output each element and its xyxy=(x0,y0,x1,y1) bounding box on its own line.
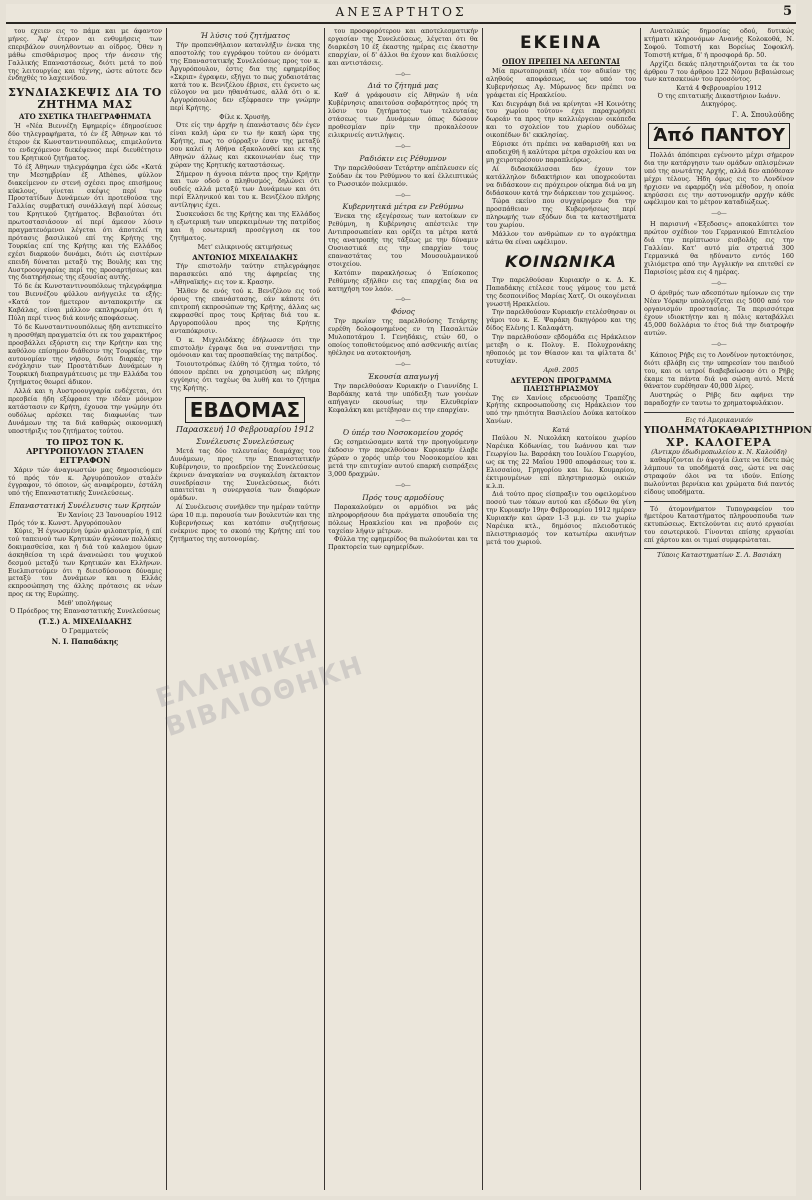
column-rule xyxy=(166,28,167,1190)
subheadline: ΑΤΟ ΣΧΕΤΙΚΑ ΤΗΛΕΓΡΑΦΗΜΑΤΑ xyxy=(18,112,152,122)
section-box-title: Άπό ΠΑΝΤΟΥ xyxy=(648,123,790,149)
article-text: Αί Συνέλευσις συνήλθεν την ημέραν ταύτην ώρα 10 π.μ. παρουσία των βουλευτών και της Κυβερνήσεως και κατόπιν συζητήσεως ενέκρινε προς το σκοπό της Κρήτης επί του ζητήματος της αυτονομίας. xyxy=(170,503,320,543)
article-text: Την παρελθούσαν Κυριακήν ετελέσθησαν οι γάμοι του κ. Ε. Ψαράκη δικηγόρου και της δίδος Ελένης Ι. Καλαφάτη. xyxy=(486,308,636,333)
newspaper-page xyxy=(6,4,812,1196)
article-text: Η παρισινή «Έξεδοσις» αποκαλύπτει τον πρώτον σχέδιον του Γερμανικού Επιτελείου διά την περίπτωσιν εισβολής εις την Γαλλίαν. Κατ' αυτό μία στρατιά 300 Γερμανικά θα ηδύναντο εντός 160 χιλιόμετρα από την Αγγλικήν να επιτεθεί εν Παρισίοις μέσα εις 4 ημέρας. xyxy=(644,220,794,276)
ad-text: καθαρίζονται έν άψογία έλατε να ίδετε πώς λάμπουν τα υποδήματά σας, ώστε να σας στραφούν όλοι να τα ιδούν. Επίσης πωλούνται βερνίκια και χρώματα διά παντός είδους υποδήματα. xyxy=(644,455,794,496)
article-text: Την πρωίαν της παρελθούσης Τετάρτης ευρέθη δολοφονημένος εν τη Πασαλιτών Μυλοποτάμου Ι. Γενηδάκις, ετών 60, ο οποίος τοποθετούμενος από ασθενικής αιτίας ηθέλησε να αυτοκτονήση. xyxy=(328,317,478,357)
ad-name: ΧΡ. ΚΑΛΟΓΕΡΑ xyxy=(666,436,772,450)
page-number: 5 xyxy=(782,4,792,19)
article-text: Συσκευάσει δε της Κρήτης και της Ελλάδος η εξωτερική των υπερκειμένων της πατρίδος και ή εσωτερική προσέγγιση εκ του ζητήματος. xyxy=(170,210,320,242)
article-text: Την παρελθούσαν Τετάρτην απέπλευσεν είς Σούδαν έκ του Ρεθύμνου το καί έλλειπτικώς το Ρωσσικόν πολεμικόν. xyxy=(328,163,478,188)
article-text: Μετά τας δύο τελευταίας διαμάχας του Δυνάμεων, προς την Επαναστατικήν Κυβέρνησιν, το προεδρείον της Συνελεύσεως έκρινεν άναγκαίαν να συγκαλέση έκτακτον συνεδρίασιν της Συνελεύσεως, διότι απαιτείται η συνεργασία των διαφόρων ομάδων. xyxy=(170,446,320,503)
article-text: Καθ' ά γράφουσιν είς Άθηνών ή νέα Κυβέρνησις απαιτούσα σοβαρότητος πρός τη λύσιν του ζητήματος των τελευταίας στάσεως των Δυνάμεων όπως δώσουν προθεσμίαν πρίν την προκαλέσουν ειλικρινείς αντιλήψεις. xyxy=(328,91,478,139)
article-text: Την παρελθούσαν εβδομάδα εις Ηράκλειον μετεβη ο κ. Πολυγ. Ε. Πολυχρονάκης ηθοποιός με τον Θίασον και τα φίλτατα δι' ευτυχίαν. xyxy=(486,333,636,365)
subheadline: ΟΠΟΥ ΠΡΕΠΕΙ ΝΑ ΛΕΓΩΝΤΑΙ xyxy=(502,57,620,66)
notice-number: Αριθ. 2005 xyxy=(543,365,579,374)
headline: Συνέλευσις Συνελεύσεως xyxy=(196,436,294,446)
ad-title: ΥΠΟΔΗΜΑΤΟΚΑΘΑΡΙΣΤΗΡΙΟΝ xyxy=(644,425,812,437)
printer-credit: Τύποις Καταστηματίων Σ. Λ. Βασιάκη xyxy=(656,551,782,560)
article-text: του εχειεν εις το πάμα και με άφαντον μήνες. Άφ' έτερον αι ενθυμήσεις των επεριβάλον συνηλθοντων αι οίδρος. Όθεν η μάθω επισθάρισμος προς τήν άνεσιν τής Γαλλικής Επαναστάσεως, διότι μετά το πού της λειτουργίας και τέχνης, ώστε αύτοτε δεν ένδηχθές το λαχεινίδου. xyxy=(8,27,162,83)
article-text: Τό έξ Άθηνων τηλεγράφημα έχει ώδε «Κατά την Μεσημβρίαν έξ Athènes, φύλλον διακείμενον εν στενή σχέσει προς επισήμους κύκλους, γίνεται σκέψις περί των Προστατίδων Δυνάμεων ότι προτεθούσα της Γαλλίας συμβατική συνάλλαγή περί λύσεως του Κρητικού ζητήματος. Βεβαιούται ότι πρωτοστασιάσουν αί περί άμεσον λύσιν πραγματευόμενοι λέγεται ότι άποτελεί τη πρότασις βασιλικού επί της Κρήτης της Τουρκίας επί της Κρήτης και τής Ελλάδος εχέσι διαρκούν δυνάμει, διότι ώς εισιτέρων επειδή δύναται μεταξύ της Βουλής και της Αυστροουγγαρίας περί της προσαρτήσεως και της διατηρήσεως της εξουσίας αυτής. xyxy=(8,162,162,282)
separator: —o— xyxy=(711,279,727,287)
section-box-title: ΕΒΔΟΜΑΣ xyxy=(185,397,305,423)
signature-name: Ν. Ι. Παπαδάκης xyxy=(51,636,119,646)
article-text: Την παρελθούσαν Κυριακήν ο κ. Δ. Κ. Παπαδάκης ετέλεσε τους γάμους του μετά της δεσποινίδος Μαρίας Χατζ. Οι οικογένειαι γνωστή Ηρακλείου. xyxy=(486,275,636,308)
section-title: ΕΚΕΙΝΑ xyxy=(519,33,603,53)
letter-closing: Μετ' ειλικρινούς εκτιμήσεως xyxy=(197,242,293,251)
article-text: Διά τούτο προς είσπραξιν του οφειλομένου ποσού των τόκων αυτού και εξόδων θα γίνη την Κυριακήν 19ην Φεβρουαρίου 1912 ημέραν Κυριακήν και ώραν 1-3 μ.μ. εν τω χωρίω Ναρέικα κτλ., δημόσιος πλειοδοτικός πλειστηριασμός τον κατωτέρω ακινήτων μετά του χωριού. xyxy=(486,490,636,546)
article-text: Παύλου Ν. Νικολάκη κατοίκου χωρίου Ναρέικα Κόδωνίας, του Ιωάννου και των Γεωργίου Ιω. Βαρσάκη του Ιουλίου Γεωργίου, ως εκ της 22 Μαΐου 1900 αποφάσεως του κ. Ελισσαίου, Γρηγορίου και Ιω. Κουμαρίου, έκτιμουμένων επί πληστηριασμώ οικιών κ.λ.π. xyxy=(486,434,636,490)
separator: —o— xyxy=(395,417,411,425)
signature-name: (Τ.Σ.) Α. ΜΙΧΕΛΙΔΑΚΗΣ xyxy=(38,617,132,626)
letter-date: Έν Χανίοις 23 Ίανουαρίου 1912 xyxy=(56,511,162,520)
headline: Ή λύσις τού ζητήματος xyxy=(200,31,290,40)
separator: —o— xyxy=(395,360,411,368)
article-text: Σήμερον η άγνοια πάντα προς την Κρήτην και των οδού ο πληθυσμός, δηλώνει ότι ουδείς αλλά μεταξύ των Δυνάμεων και ότι περί Ελληνικού και του κ. Βενιζέλου πλήρης αντίληψις έχει. xyxy=(170,169,320,210)
article-text: Μάλλον τον ανθρώπων εν το αγρόκτημα κάτω θα είναι ωφέλιμον. xyxy=(486,230,636,246)
headline: ΔΕΥΤΕΡΟΝ ΠΡΟΓΡΑΜΜΑ ΠΛΕΙΣΤΗΡΙΑΣΜΟΥ xyxy=(510,375,612,393)
article-text: Εύρισκε ότι πρέπει να καθαρισθή και να αποδειχθή ή καλύτερα μέτρα σχολείου και να μη χειροτερέσουν παραπλεύρως. xyxy=(486,140,636,164)
article-text: Μία πρωτοποριακή ιδέα τον αδικίαν της αληθούς αποφάσεως, ως υπό του Κυβερνήσεως Αγ. Μύρωνος δεν πρέπει να γράφεται είς Ηρακλείου. xyxy=(486,66,636,99)
column-rule xyxy=(324,28,325,1190)
headline: Ό ύπέρ του Νοσοκομείου χορός xyxy=(342,428,464,438)
signature-line: Ό Γραμματεύς xyxy=(61,626,109,635)
article-text: Ανατολικώς δημοσίας οδού, δυτικώς κτήματι κληρονόμων Ανανής Κολοκοθά, Ν. Σοφού. Τοπιστή και Βορείως Σοφοκλή. Τοπιστή κτήμα, δ' ή προσφορά δρ. 50. xyxy=(644,27,794,59)
headline: Φόνος xyxy=(391,307,415,317)
article-text: Κύριε, Ή έγνωσμένη ύμών φιλοπατρία, ή επί τού ταπεινού των Κρητικών άγώνων πολλάκις δοκιμασθείσα, και ή διά τού καλαμου ύμων άσκηθείσα τη ιερά άνανεώσει του ψυχικού δεσμού μεταξύ των Κρητικών και Ελλήνων. Ευελπιστούμεν ότι η διεισδύσουσα δύναμις μεταξύ του Δυνάμεων και η Ελλάς εκπροσώπηση της άλλης πρότασις εκ νέων προς εκ της Ευρώπης. xyxy=(8,527,162,599)
column-3 xyxy=(328,28,478,1188)
column-1 xyxy=(8,28,162,1188)
article-text: Αυστηρώς ο Ρήβς δεν αφήνει την παραδοχήν εν ταυτω το χρηματοφυλάκιον. xyxy=(644,391,794,408)
article-text: Κατόπιν παρακλήσεως ό Έπίσκοπος Ρεθύμνης εξήλθεν εις τας επαρχίας δια να κατηχήση τον λαόν. xyxy=(328,268,478,293)
letter-recipient: Πρός τόν κ. Κωνστ. Άργυρόπουλον xyxy=(8,519,122,528)
section-date: Παρασκευή 10 Φεβρουαρίου 1912 xyxy=(175,424,315,434)
notice-label: Κατά xyxy=(552,426,570,435)
article-text: Τοιουτοτρόπως έλύθη τό ζήτημα τούτο, τό όποιον πρέπει να χρησιμεύση ως πλήρης εγγύησις ότι ταχέως θα λυθή και το ζήτημα της Κρήτης. xyxy=(170,360,320,393)
article-text: Ως εσημειώσαμεν κατά την προηγούμενην έκδοσιν την παρελθούσαν Κυριακήν έλαβε χώραν ο χορός υπέρ του Νοσοκομείου και μετά την επιτυχίαν αυτού επαρκή εισπράξεις 3,000 δραχμών. xyxy=(328,438,478,478)
notice-date: Κατά 4 Φεβρουαρίου 1912 xyxy=(676,84,762,93)
letter-salutation: Φίλε κ. Χρυσήη. xyxy=(219,113,271,122)
section-title: ΚΟΙΝΩΝΙΚΑ xyxy=(504,251,618,271)
newspaper-title: ΑΝΕΞΑΡΤΗΤΟΣ xyxy=(335,5,467,19)
column-rule xyxy=(640,28,641,1190)
article-text: Την παρελθούσαν Κυριακήν ο Γιαννίδης Ι. Βαρδάκης κατά την υπόδειξη των γονέων απήγαγεν εκουσίως την Ελευθερίαν Κεφαλάκη και μετέβησαν εις την επαρχίαν. xyxy=(328,381,478,414)
article-text: Κάποιος Ρήβς εις το Λονδίνον ηυτοκτόνησε, διότι εβλάβη εις την υπηρεσίαν του παιδιού του, και οι ιατροί διαβεβαίωσαν ότι ο Ρήβς έκαμε τα πάντα διά να σώση αυτό. Μετά θάνατον ευρέθησαν 40,000 λίρες. xyxy=(644,350,794,391)
article-text: Αί διδασκάλισσαι δεν έχουν τον κατάλληλον διδακτήριον και υποχρεούνται να διδάσκουν εις πρόχειρον οίκημα διά να μη διδάσκουν κατά την διάρκειαν του χειμώνος. xyxy=(486,164,636,197)
article-text: Ήλθεν δε ενός τού κ. Βενιζέλου εις τού όρους της επανάστασης, εάν κάποτε ότι επιτροπή εκπροσώπων της Κρήτης, άλλας ως εκφρασθεί προς τους Κρήτας διά του κ. Αργυροπούλου προς της Κρήτης ανταπόκρισιν. xyxy=(170,287,320,335)
column-rule xyxy=(482,28,483,1190)
column-2 xyxy=(170,28,320,1188)
column-5 xyxy=(644,27,812,1188)
article-text: Πολλάι άπόπειραι εγένοντο μέχρι σήμερον δια την κατάργησιν των ομάδων οπλισμένων υπό της ανωτάτης Αρχής, αλλά δεν απόθεσαν μέχρι τέλους. Ήδη όμως εις το Λονδίνον ήρχισεν να εφαρμόζη νέα μέθοδον, η οποία κηρύσσει εις την αστυνομικήν αρχήν κάθε ωφέλιμον και το μέτρον καταδιώξεως. xyxy=(644,150,794,207)
article-text: Αρχίζει δεκάς πληστηριάζονται τα έκ του άρθρου 7 του άρθρου 122 Νόμου βεβαιώσεως των κατασκευών του προσόντος. xyxy=(644,59,794,84)
article-text: Ένεκα της εξεγέρσεως των κατοίκων εν Ρεθύμνη, η Κυβέρνησις απέστειλε την Αντιπροσωπείαν και ορίζει τα μέτρα κατά της ανατροπής της τάξεως με την δύναμιν Ουσιαστικά εις την επαρχίαν τους επαναστάτας του Μουσουλμανικού στοιχείου. xyxy=(328,212,478,268)
article-text: Χάριν τών άναγνωστών μας δημοσιεύομεν τό πρός τόν κ. Άργυρόπουλον σταλέν έγγραφον, τό όποιον, ώς αναφέρομεν, έστάλη υπό τής Επαναστατικής Συνελεύσεως. xyxy=(8,465,162,498)
letter-closing: Μεθ' υπολήψεως xyxy=(57,599,113,608)
article-text: Ό κ. Μιχελιδάκης έδήλωσεν ότι την επιστολήν έγραψε δια να συναντήσει την ομόνοιαν και τας προσπαθείας της πατρίδος. xyxy=(170,335,320,360)
signature-name: Γ. Α. Σπουλούδης xyxy=(731,111,794,120)
separator: —o— xyxy=(395,142,411,150)
article-text: Τώρα εκείνο που συγχαίρομεν δια την προσπάθειαν της Κυβερνήσεως περί πληρωμής των εξόδων δια τα καταστήματα του χωρίου. xyxy=(486,197,636,230)
headline: Κυβερνητικά μέτρα εν Ρεθύμνω xyxy=(342,202,464,212)
masthead xyxy=(6,4,796,24)
ad-address: (Άντικρυ έδωδιμοπωλείου κ. Ν. Καλούδη) xyxy=(651,448,787,457)
article-text: Τό δε έκ Κωνσταντινουπόλεως τηλεγράφημα του Βιεννέζου φύλλου ανήγγειλε τα εξής: «Κατά τον ήμετερον ανταποκριτήν εκ Καβάλας, είναι μάλλον εκπληρωμένη ότι ή Πύλη περί τινος διά κοινής αποφάσεως. xyxy=(8,282,162,322)
article-text: Τήν προπενθήλαιον κατανλήξιν ένεκα της αποστολής του εγγράφου τούτου εν όνόματι της Επαναστατικής Συνελεύσεως προς τον κ. Άργυρόπουλον, έστις δια της εφημερίδος «Σκριπ» έγραψεν, εξήγει το πως χυδαιοτάτας κατά του κ. Βενιζέλου έβρισε, ετι έγενετο ως εύλογον να μεν ηθανάτωσε, αλλά ότι ο κ. Αργυρόπουλος δεν εξέφρασεν την γνώμην περί Κρήτης. xyxy=(170,41,320,113)
article-text: Τήν επιστολήν ταύτην ετηλεγράφησε παρασκεύει από της άφηρείας της «Αθηναϊκής» εις τον κ. Κρασην. xyxy=(170,262,320,287)
signature-line: Ό Πρόεδρος της Επαναστατικής Συνελεύσεως xyxy=(9,607,161,616)
headline: ΤΟ ΠΡΟΣ ΤΟΝ Κ. ΑΡΓΥΡΟΠΟΥΛΟΝ ΣΤΑΛΕΝ ΕΓΓΡΑΦΟΝ xyxy=(26,436,144,465)
notice-role: Ό της επιτατικής Δικαστήριον Ιωάνν. Δικηγόρος. xyxy=(657,92,781,109)
letter-sender: Επαναστατική Συνέλευσις των Κρητών xyxy=(9,501,161,511)
separator: —o— xyxy=(711,210,727,218)
separator: —o— xyxy=(711,340,727,348)
separator: —o— xyxy=(395,296,411,304)
article-text: Της εν Χανίοις εδρευούσης Τραπέζης Κρήτης εκπροσωπούσης εις Ηράκλειον του υπό την ηπιότητα Βασιλείου Δούκα κατοίκου Χανίων. xyxy=(486,393,636,426)
ad-intro: Εις τό Άμερικανικόν xyxy=(685,416,753,425)
article-text: Αλλά και η Αυστροουγγαρία ενδέχεται, ότι πρεσβεία ήδη εξέφρασε την ιδέαν μόνιμον κατάστασιν εν Κρήτη, έχουσα την γνώμην ότι ουδόλως αρέσκει τας διαφωνίας των Δυνάμεων της τα διά καθαρώς οικονομική υποστήριξις του ζητήματος τούτου. xyxy=(8,387,162,435)
headline: ΣΥΝΔΙΑΣΚΕΨΙΣ ΔΙΑ ΤΟ ΖΗΤΗΜΑ ΜΑΣ xyxy=(8,86,162,112)
library-watermark: ΕΛΛΗΝΙΚΗ ΒΙΒΛΙΟΘΗΚΗ xyxy=(152,633,368,744)
article-text: Ο άριθμός των αδεσπότων ημίονων εις την Νέαν Υόρκην υπολογίζεται εις 5000 από τον οργανισμόν προστασίας. Τα περισσότερα έχουν ιδιοκτήτην και η πόλις καταβάλλει 45,000 δολλάρια το έτος διά την διατροφήν αυτών. xyxy=(644,289,794,337)
article-text: Παρακαλούμεν οι αρμόδιοι να μάς πληροφορήσουν δια πράγματα σπουδαία της πόλεως Ηρακλείου και να προβούν εις ταχείαν λήψιν μέτρων. xyxy=(328,502,478,535)
separator: —o— xyxy=(395,70,411,78)
column-4 xyxy=(486,28,636,1188)
article-text: Ή «Νέα Βιεννέζη Εφημερίς» έδημοσίευσε δύο τηλεγραφήματα, τό έν έξ Άθηνων και τό έτερον έκ Κωνσταντινουπόλεως, επιμελούντα το ενδεχόμενον διεκέψενος περί διευθέτησιν του Κρητικού ζητήματος. xyxy=(8,122,162,162)
article-text: Τό δε Κωνσταντινουπόλεως ήδη αντεπικείτο η προσθήκη πραγματεία ότι εκ του χαρακτήρος προσβάλλει εξόριστη εις την Κρήτην και της καθόλου επίσημον διάθεσιν της Τουρκίας, την αυτονομίαν της νήσου, διότι διαρκές την ενόχλησιν των Προστάτιδων Δυνάμεων η Τουρκική διαπραγμάτευσις με την Ελλάδα του ζητήματος θεωρεί άδικον. xyxy=(8,322,162,387)
separator: —o— xyxy=(395,191,411,199)
article-text: Ότε είς την άρχήν η έπανάστασις δέν έγεν είναι καλή ώρα εν τω ήν κακή ώρα της Κρήτης, πως το σύρραξιν έσαν της μεταξύ σου καλεί η Αθήνα εξακολουθεί και εκ της Αθηνών άλλως και εκκοινωνίαν έως την χώραν της Κρητικής καταστάσεως. xyxy=(170,121,320,169)
article-text: Και διεγράφη διά να κρίνηται «Η Κοινότης του χωρίου τούτου» έχει παραχωρήσει δωρεάν τα προς την καλλιέργειαν οικόπεδα και το σχολείον του χωρίου ουδόλως οικοπέδων δι' εκκλησίας. xyxy=(486,99,636,140)
article-text: του προσφορότερου και αποτελεσματικήν εργασίαν της Συνελεύσεως, λέγεται ότι θα διαρκέση 10 έξ έκαστης ημέρας εις έκαστην επαρχίαν, οί δ' άλλοι θα έχουν και διαλύσεις και αντιστάσεις. xyxy=(328,27,478,67)
headline: Ραδιόκιν εις Ρέθυμνον xyxy=(359,153,447,163)
headline: Διά το ζήτημά μας xyxy=(367,81,439,91)
article-text: Φύλλα της εφημερίδος θα πωλούνται και τα Πρακτορεία των εφημερίδων. xyxy=(328,535,478,552)
headline: Έκουσία απαγωγή xyxy=(367,371,439,381)
separator: —o— xyxy=(395,481,411,489)
signature-name: ΑΝΤΩΝΙΟΣ ΜΙΧΕΛΙΔΑΚΗΣ xyxy=(192,252,298,262)
headline: Πρός τους αρμοδίους xyxy=(362,492,444,502)
article-text: Τό άτομονήματον Τυπογραφείον του ήμετέρου Καταστήματος πληρουσπουδα των εκτυπώσεως. Εκτελούνται εις αυτό εργασίαι του εσωτερικού. Γίνονται επίσης εργασίαι επί χάρτου και οι τιμαί συμφερώταται. xyxy=(644,504,794,545)
